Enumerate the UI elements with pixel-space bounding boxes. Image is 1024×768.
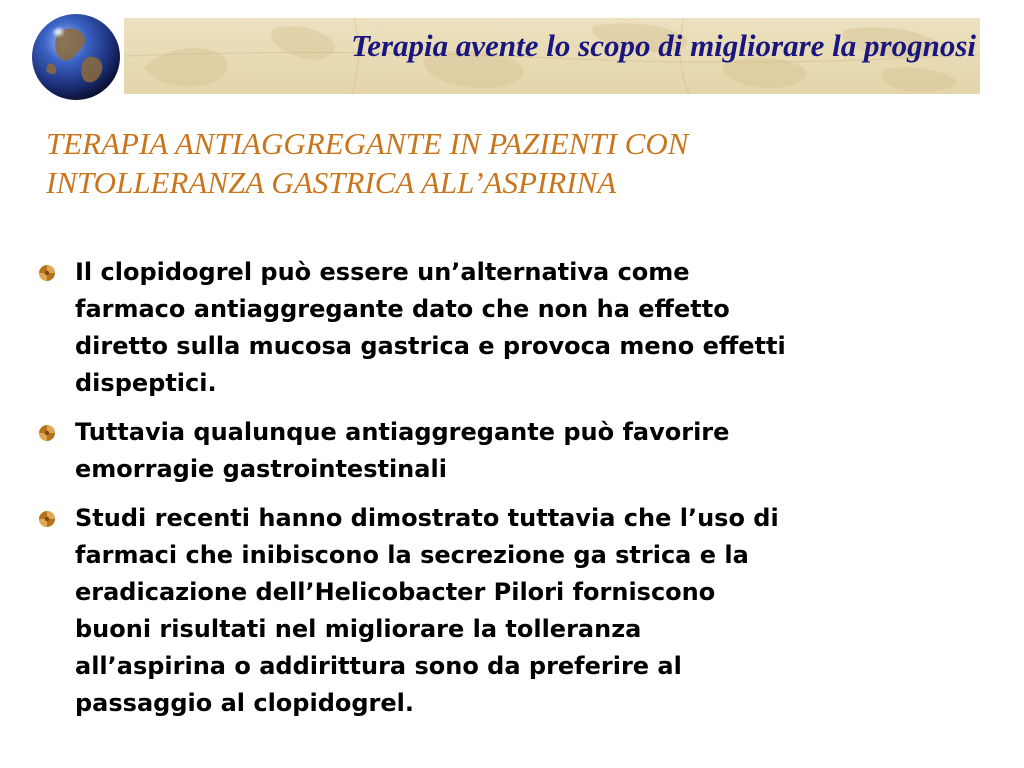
header-title: Terapia avente lo scopo di migliorare la prognosi	[351, 28, 976, 63]
bullet-icon	[38, 264, 56, 282]
bullet-item-1	[38, 254, 988, 402]
bullet-3-line-5: all’aspirina o addirittura sono da preferire al	[75, 652, 682, 680]
slide-title-line-1: TERAPIA ANTIAGGREGANTE IN PAZIENTI CON	[46, 126, 689, 161]
bullet-icon	[38, 510, 56, 528]
bullet-3-line-6: passaggio al clopidogrel.	[75, 689, 414, 717]
slide-title-line-2: INTOLLERANZA GASTRICA ALL’ASPIRINA	[46, 165, 617, 200]
bullet-1-line-3: diretto sulla mucosa gastrica e provoca meno effetti	[75, 332, 786, 360]
bullet-list	[38, 254, 988, 734]
header-banner	[124, 18, 980, 94]
bullet-icon	[38, 424, 56, 442]
bullet-2-line-1: Tuttavia qualunque antiaggregante può favorire	[75, 418, 730, 446]
globe-icon	[30, 12, 124, 102]
bullet-3-line-2: farmaci che inibiscono la secrezione ga strica e la	[75, 541, 749, 569]
bullet-3-line-4: buoni risultati nel migliorare la tolleranza	[75, 615, 642, 643]
bullet-item-2	[38, 414, 988, 488]
bullet-3-line-1: Studi recenti hanno dimostrato tuttavia che l’uso di	[75, 504, 779, 532]
bullet-1-line-2: farmaco antiaggregante dato che non ha effetto	[75, 295, 730, 323]
bullet-1-line-4: dispeptici.	[75, 369, 217, 397]
bullet-item-3	[38, 500, 988, 722]
slide-title	[46, 124, 986, 202]
bullet-1-line-1: Il clopidogrel può essere un’alternativa come	[75, 258, 690, 286]
bullet-3-line-3: eradicazione dell’Helicobacter Pilori forniscono	[75, 578, 716, 606]
bullet-2-line-2: emorragie gastrointestinali	[75, 455, 447, 483]
